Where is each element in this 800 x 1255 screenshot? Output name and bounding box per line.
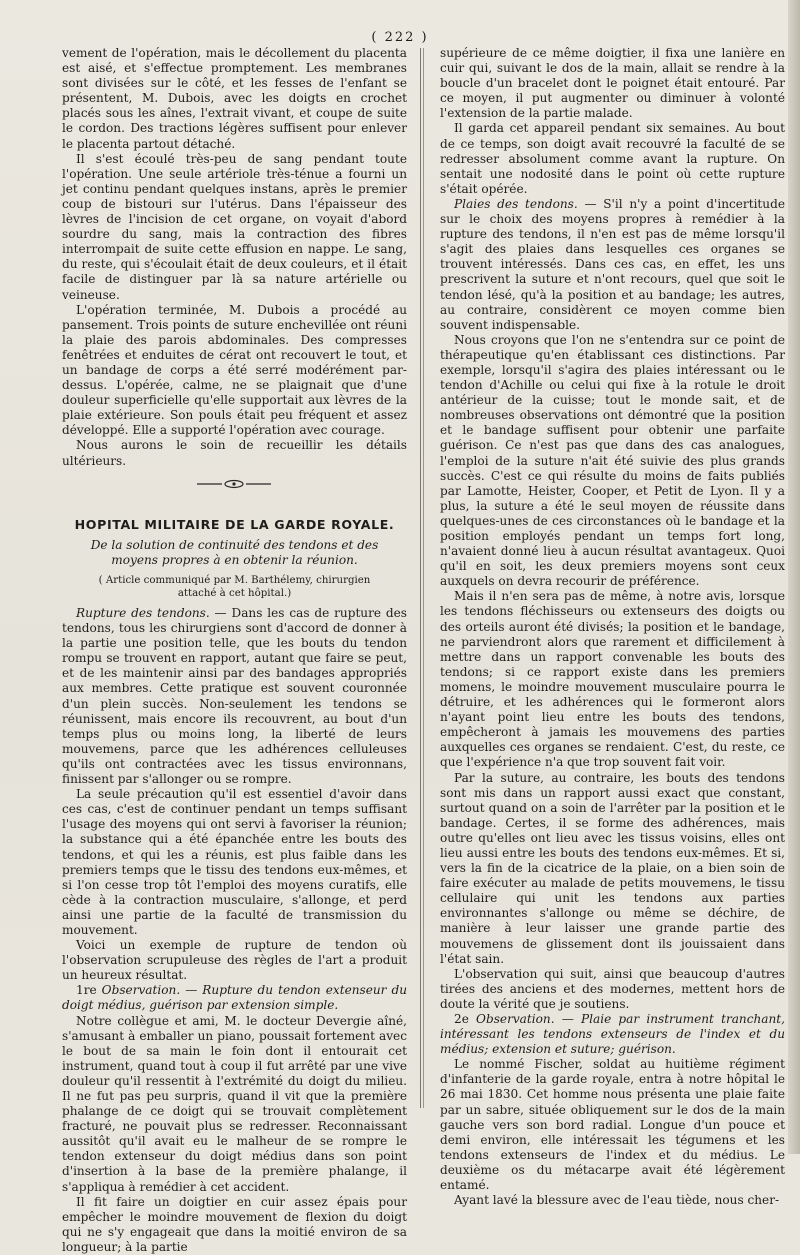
paragraph: L'observation qui suit, ainsi que beaucoup d'autres tirées des anciens et des modernes, mettent hors de doute la vérité que je soutiens. xyxy=(440,966,785,1011)
paragraph: Par la suture, au contraire, les bouts des tendons sont mis dans un rapport aussi exact que constant, surtout quand on a soin de l'arrêter par la position et le bandage. Certes, il se forme des adhérences, mais outre qu'elles ont lieu avec les tissus voisins, elles ont lieu aussi entre les bouts des tendons eux-mêmes. Et si, vers la fin de la cicatrice de la plaie, on a bien soin de faire exécuter au malade de petits mouvemens, le tissu cellulaire qui unit les tendons aux parties environnantes s'allonge ou même se déchire, de manière à leur laisser une grande partie des mouvemens de glissement dont ils jouissaient dans l'état sain. xyxy=(440,770,785,966)
run-in-heading: Rupture des tendons. xyxy=(76,606,210,620)
paragraph: Nous aurons le soin de recueillir les détails ultérieurs. xyxy=(62,438,407,468)
paragraph: Ayant lavé la blessure avec de l'eau tiède, nous cher- xyxy=(454,1193,780,1208)
column-rule xyxy=(420,48,421,1108)
paragraph: Mais il n'en sera pas de même, à notre avis, lorsque les tendons fléchisseurs ou extenseurs des doigts ou des orteils auront été divisés; la position et le bandage, ne parviendront alors que rarement et difficilement à mettre dans un rapport convenable les bouts des tendons; si ce rapport existe dans les premiers momens, le moindre mouvement musculaire pourra le détruire, et les adhérences qui le formeront alors n'ayant point lieu entre les bouts des tendons, empêcheront à jamais les mouvemens des parties auxquelles ces organes se rendaient. C'est, du reste, ce que l'expérience n'a que trop souvent fait voir. xyxy=(440,589,785,770)
paragraph: vement de l'opération, mais le décollement du placenta est aisé, et s'effectue promptement. Les membranes sont divisées sur le côté, et les fesses de l'enfant se présentent, M. Dubois, avec les doigts en crochet placés sous les aînes, l'extrait vivant, et coupe de suite le cordon. Des tractions légères suffisent pour enlever le placenta partout détaché. xyxy=(62,46,407,151)
observation-heading: 1re Observation. — Rupture du tendon extenseur du doigt médius, guérison par extension simple. xyxy=(62,983,407,1013)
paragraph: Le nommé Fischer, soldat au huitième régiment d'infanterie de la garde royale, entra à notre hôpital le 26 mai 1830. Cet homme nous présenta une plaie faite par un sabre, située obliquement sur le dos de la main gauche vers son bord radial. Longue d'un pouce et demi environ, elle intéressait les tégumens et les tendons extenseurs de l'index et du médius. Le deuxième os du métacarpe avait été légèrement entamé. xyxy=(440,1057,785,1193)
paragraph: supérieure de ce même doigtier, il fixa une lanière en cuir qui, suivant le dos de la main, allait se rendre à la boucle d'un bracelet dont le poignet était entouré. Par ce moyen, il put augmenter ou diminuer à volonté l'extension de la partie malade. xyxy=(440,46,785,121)
paragraph: Il garda cet appareil pendant six semaines. Au bout de ce temps, son doigt avait recouvré la faculté de se redresser absolument comme avant la rupture. On sentait une nodosité dans le point où cette rupture s'était opérée. xyxy=(440,121,785,196)
left-column xyxy=(62,46,407,1255)
section-subtitle: De la solution de continuité des tendons et des moyens propres à en obtenir la réunion. xyxy=(90,537,379,567)
paragraph: Voici un exemple de rupture de tendon où l'observation scrupuleuse des règles de l'art a produit un heureux résultat. xyxy=(62,938,407,983)
author-note: ( Article communiqué par M. Barthélemy, chirurgien attaché à cet hôpital.) xyxy=(98,575,371,599)
right-column xyxy=(440,46,785,1208)
paragraph: Il fit faire un doigtier en cuir assez épais pour empêcher le moindre mouvement de flexion du doigt qui ne s'y engageait que dans la moitié environ de sa longueur; à la partie xyxy=(62,1194,407,1254)
paragraph: Il s'est écoulé très-peu de sang pendant toute l'opération. Une seule artériole très-ténue a fourni un jet continu pendant quelques instans, après le premier coup de bistouri sur l'utérus. Dans l'épaisseur des lèvres de l'incision de cet organe, on voyait d'abord sourdre du sang, mais la contraction des fibres interrompait de suite cette effusion en nappe. Le sang, du reste, qui s'écoulait était de deux couleurs, et il était facile de distinguer par là sa nature artérielle ou veineuse. xyxy=(62,151,407,302)
paragraph: Notre collègue et ami, M. le docteur Devergie aîné, s'amusant à emballer un piano, poussait fortement avec le bout de sa main le foin dont il entourait cet instrument, quand tout à coup il fut arrêté par une vive douleur qu'il ressentit à l'extrémité du doigt du milieu. Il ne fut pas peu surpris, quand il vit que la première phalange de ce doigt qui se trouvait complètement fracturé, ne pouvait plus se redresser. Reconnaissant aussitôt qu'il avait eu le malheur de se rompre le tendon extenseur du doigt médius dans son point d'insertion à la base de la première phalange, il s'appliqua à remédier à cet accident. xyxy=(62,1013,407,1194)
paragraph: Nous croyons que l'on ne s'entendra sur ce point de thérapeutique qu'en établissant ces distinctions. Par exemple, lorsqu'il s'agira des plaies intéressant ou le tendon d'Achille ou celui qui fixe à la rotule le droit antérieur de la cuisse; tout le monde sait, et de nombreuses observations ont démontré que la position et le bandage suffisent pour obtenir une parfaite guérison. Ce n'est pas que dans des cas analogues, l'emploi de la suture n'ait été suivie des plus grands succès. C'est ce qui résulte du moins de faits publiés par Lamotte, Heister, Cooper, et Petit de Lyon. Il y a plus, la suture a été le seul moyen de réussite dans quelques-unes de ces circonstances où le bandage et la position employés pendant un temps fort long, n'avaient donné lieu à aucun résultat avantageux. Quoi qu'il en soit, les deux premiers moyens sont ceux auxquels on devra recourir de préférence. xyxy=(440,332,785,589)
paragraph: Plaies des tendons. — S'il n'y a point d'incertitude sur le choix des moyens propres à remédier à la rupture des tendons, il n'en est pas de même lorsqu'il s'agit des plaies dans lesquelles ces organes se trouvent intéressés. Dans ces cas, en effet, les uns prescrivent la suture et n'ont recours, quel que soit le tendon lésé, qu'à la position et au bandage; les autres, au contraire, considèrent ce moyen comme bien souvent indispensable. xyxy=(440,196,785,332)
page-number: ( 222 ) xyxy=(371,30,429,45)
section-divider-ornament xyxy=(62,475,407,493)
run-in-heading: Plaies des tendons. xyxy=(454,196,578,211)
paragraph: Rupture des tendons. — Dans les cas de rupture des tendons, tous les chirurgiens sont d'accord de donner à la partie une position telle, que les bouts du tendon rompu se trouvent en rapport, autant que faire se peut, et de les maintenir ainsi par des bandages appropriés aux membres. Cette pratique est souvent couronnée d'un plein succès. Non-seulement les tendons se réunissent, mais encore ils recouvrent, au bout d'un temps plus ou moins long, la liberté de leurs mouvemens, parce que les adhérences celluleuses qu'ils ont contractées avec les tissus environnans, finissent par s'allonger ou se rompre. xyxy=(62,606,407,787)
observation-heading: 2e Observation. — Plaie par instrument tranchant, intéressant les tendons extenseurs de l'index et du médius; extension et suture; guérison. xyxy=(440,1012,785,1057)
paragraph: L'opération terminée, M. Dubois a procédé au pansement. Trois points de suture enchevillée ont réuni la plaie des parois abdominales. Des compresses fenêtrées et enduites de cérat ont recouvert le tout, et un bandage de corps a été serré modérément par-dessus. L'opérée, calme, ne se plaignait que d'une douleur superficielle qu'elle supportait aux lèvres de la plaie extérieure. Son pouls était peu fréquent et assez développé. Elle a supporté l'opération avec courage. xyxy=(62,302,407,438)
paragraph: La seule précaution qu'il est essentiel d'avoir dans ces cas, c'est de continuer pendant un temps suffisant l'usage des moyens qui ont servi à favoriser la réunion; la substance qui a été épanchée entre les bouts des tendons, et qui les a réunis, est plus faible dans les premiers temps que le tissu des tendons eux-mêmes, et si l'on cesse trop tôt l'emploi des moyens curatifs, elle cède à la contraction musculaire, s'allonge, et perd ainsi une partie de la faculté de transmission du mouvement. xyxy=(62,787,407,937)
page-edge xyxy=(788,0,800,1154)
section-heading: HOPITAL MILITAIRE DE LA GARDE ROYALE. xyxy=(74,516,395,532)
